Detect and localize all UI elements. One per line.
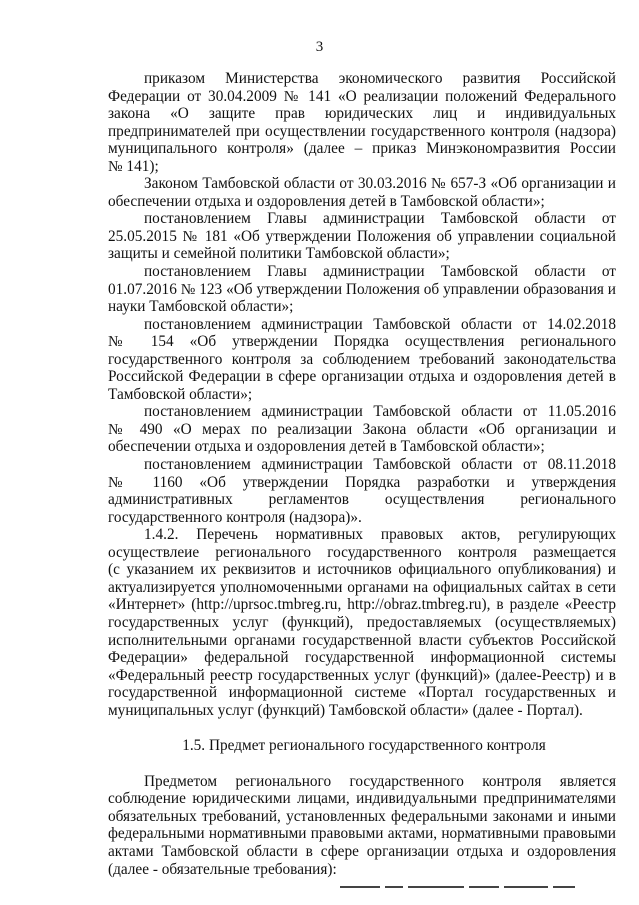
text-line: приказом Министерства экономического развития Российской <box>144 70 616 87</box>
blank-line <box>108 719 616 737</box>
text-line: государственного контроля (надзора)». <box>108 508 362 526</box>
text-line: федеральными нормативными правовыми актами, нормативными правовыми <box>108 825 616 843</box>
text-line: (с указанием их реквизитов и источников официального опубликования) и <box>108 561 616 579</box>
text-line: обеспечении отдыха и оздоровления детей в Тамбовской области»; <box>108 438 545 456</box>
text-line: государственных услуг (функций), предоставляемых (осуществляемых) <box>108 613 616 631</box>
text-line: (далее - обязательные требования): <box>108 860 337 878</box>
text-line: постановлением Главы администрации Тамбовской области от <box>144 263 616 281</box>
text-line: государственного контроля за соблюдением требований законодательства <box>108 350 616 368</box>
document-body <box>108 70 616 878</box>
text-line: актуализируется уполномоченными органами на официальных сайтах в сети <box>108 578 616 596</box>
text-line: муниципальных услуг (функций) Тамбовской области» (далее - Портал). <box>108 701 583 719</box>
text-line: 1.4.2. Перечень нормативных правовых актов, регулирующих <box>144 526 616 544</box>
text-line: исполнительными органами государственной власти субъектов Российской <box>108 631 616 649</box>
text-line: постановлением администрации Тамбовской области от 08.11.2018 <box>144 456 616 474</box>
text-line: постановлением администрации Тамбовской области от 14.02.2018 <box>144 315 616 333</box>
text-line: «Федеральный реестр государственных услуг (функций)» (далее-Реестр) и в <box>108 666 616 684</box>
text-line: Предметом регионального государственного контроля является <box>144 772 616 790</box>
text-line: защиты и семейной политики Тамбовской области»; <box>108 245 450 263</box>
blank-line <box>108 755 616 773</box>
text-line: закона «О защите прав юридических лиц и индивидуальных <box>108 105 616 123</box>
text-line: обеспечении отдыха и оздоровления детей в Тамбовской области»; <box>108 192 545 210</box>
text-line: актами Тамбовской области в сфере организации отдыха и оздоровления <box>108 842 616 860</box>
text-line: № 141); <box>108 157 159 175</box>
text-line: 01.07.2016 № 123 «Об утверждении Положения об управлении образования и <box>108 280 616 298</box>
text-line: осуществлеие регионального государственного контроля размещается <box>108 543 616 561</box>
text-line: Тамбовской области»; <box>108 385 253 403</box>
text-line: обязательных требований, установленных федеральными законами и иными <box>108 807 616 825</box>
section-heading: 1.5. Предмет регионального государственного контроля <box>182 737 546 755</box>
text-line: муниципального контроля» (далее – приказ Минэкономразвития России <box>108 140 616 158</box>
text-line: постановлением Главы администрации Тамбовской области от <box>144 210 616 228</box>
text-line: Российской Федерации в сфере организации отдыха и оздоровления детей в <box>108 368 616 386</box>
text-line: Федерации от 30.04.2009 № 141 «О реализации положений Федерального <box>108 87 616 105</box>
text-line: государственной информационной системе «Портал государственных и <box>108 684 616 702</box>
text-line: № 1160 «Об утверждении Порядка разработки и утверждения <box>108 473 616 491</box>
text-line: «Интернет» (http://uprsoc.tmbreg.ru, http://obraz.tmbreg.ru), в разделе «Реестр <box>108 596 616 614</box>
text-line: науки Тамбовской области»; <box>108 298 294 316</box>
text-line: соблюдение юридическими лицами, индивидуальными предпринимателями <box>108 790 616 808</box>
scan-edge-marks <box>340 886 610 892</box>
page-number: 3 <box>315 39 324 55</box>
text-line: № 154 «Об утверждении Порядка осуществления регионального <box>108 333 616 351</box>
text-line: предпринимателей при осуществлении государственного контроля (надзора) <box>108 122 616 140</box>
text-line: Федерации» федеральной государственной информационной системы <box>108 649 616 667</box>
text-line: Законом Тамбовской области от 30.03.2016 № 657-З «Об организации и <box>144 175 616 193</box>
text-line: административных регламентов осуществления регионального <box>108 491 616 509</box>
text-line: 25.05.2015 № 181 «Об утверждении Положения об управлении социальной <box>108 227 616 245</box>
text-line: постановлением администрации Тамбовской области от 11.05.2016 <box>144 403 616 421</box>
text-line: № 490 «О мерах по реализации Закона области «Об организации и <box>108 420 616 438</box>
